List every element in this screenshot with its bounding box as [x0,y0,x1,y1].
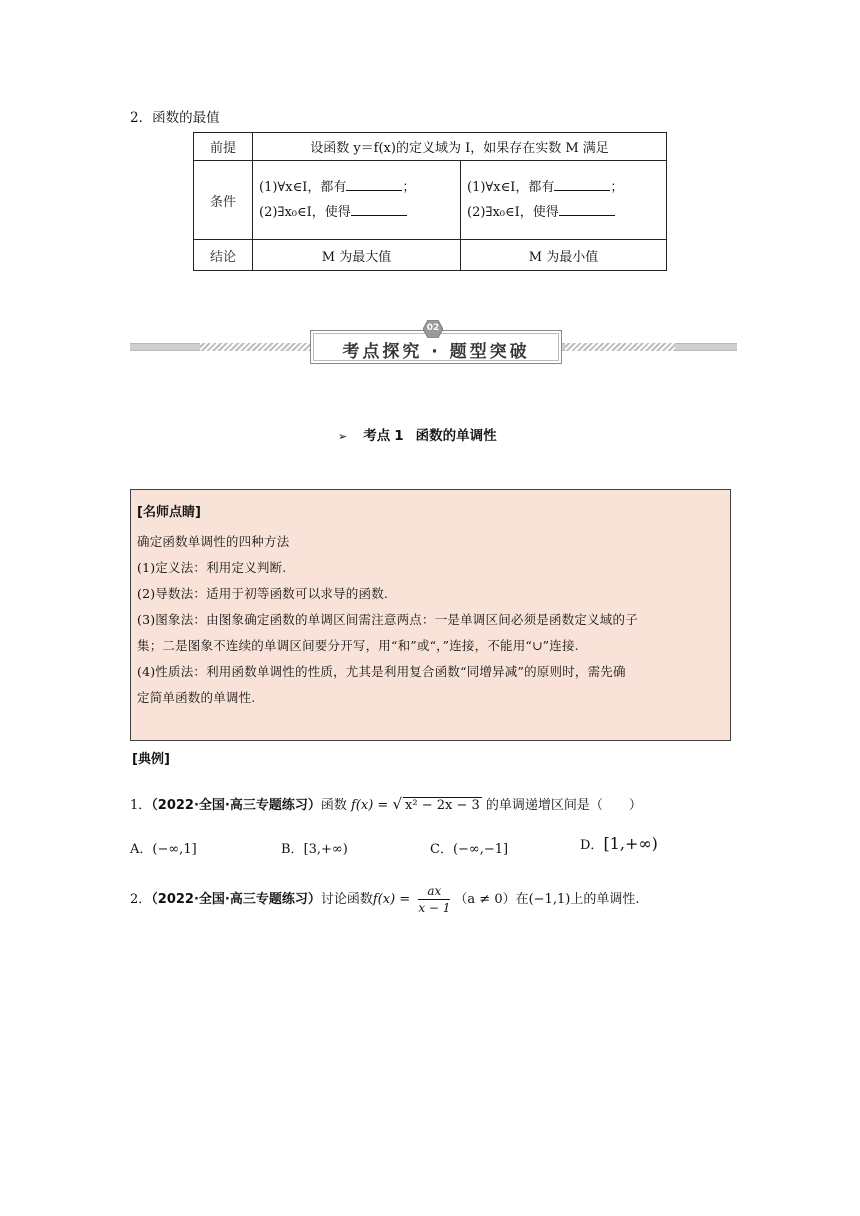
function-lhs: f(x) = [372,892,415,907]
condition-label: 条件 [194,161,253,240]
section-banner [130,323,737,366]
question-2: 2．（2022·全国·高三专题练习）讨论函数f(x) = $\frac{ax}{x - 1}$ （a ≠ 0）在(−1,1)上的单调性. [130,884,640,915]
banner-hatch-right [565,343,675,351]
arrow-icon: ➢ [338,430,348,443]
conclusion-label: 结论 [194,240,253,271]
tip-line: (2)导数法：适用于初等函数可以求导的函数. [137,586,389,601]
answer-blank [351,202,407,216]
kaodian-label: 考点 [363,428,391,444]
premise-text: 设函数 y＝f(x)的定义域为 I，如果存在实数 M 满足 [253,133,667,161]
section-title-max-min: 2．函数的最值 [130,110,220,126]
kaodian-heading [338,424,497,444]
max-min-table [193,132,667,271]
answer-blank [346,177,402,191]
answer-blank [559,202,615,216]
radicand: x² − 2x − 3 [405,798,480,813]
banner-title: 考点探究 · 题型突破 [342,342,530,362]
example-label: [典例] [132,752,170,767]
min-conclusion: M 为最小值 [461,240,667,271]
question-1: 1．（2022·全国·高三专题练习）函数 f(x) = √ x² − 2x − 3 的单调递增区间是（ ） [130,795,642,813]
premise-label: 前提 [194,133,253,161]
tip-line: 集；二是图象不连续的单调区间要分开写，用“和”或“，”连接，不能用“∪”连接. [137,638,579,653]
tip-line: 定简单函数的单调性. [137,690,256,705]
fraction [418,883,450,916]
tip-line: 确定函数单调性的四种方法 [137,534,290,549]
option-c[interactable]: C．(−∞,−1] [430,842,509,857]
tip-line: (3)图象法：由图象确定函数的单调区间需注意两点：一是单调区间必须是函数定义域的子 [137,612,638,627]
kaodian-number: 1 [394,428,404,444]
teacher-tip-box [130,489,731,741]
tip-title: [名师点睛] [137,505,201,520]
sqrt-icon: √ [392,795,403,813]
min-condition-1: (1)∀x∈I，都有 ； [467,177,660,198]
question-source: （2022·全国·高三专题练习） [151,798,321,813]
max-condition-1: (1)∀x∈I，都有 ； [259,177,454,198]
tip-line: (1)定义法：利用定义判断. [137,560,287,575]
max-condition-2: (2)∃x₀∈I，使得 [259,202,454,223]
tip-line: (4)性质法：利用函数单调性的性质，尤其是利用复合函数“同增异减”的原则时，需先确 [137,664,626,679]
numerator: ax [418,883,450,900]
kaodian-title: 函数的单调性 [415,428,497,444]
function-lhs: f(x) = [351,798,393,813]
question-source: （2022·全国·高三专题练习） [151,892,321,907]
banner-badge-number: 02 [426,323,440,333]
banner-hatch-left [200,343,310,351]
max-condition-cell [253,161,461,240]
option-a[interactable]: A．(−∞,1] [130,842,197,857]
min-condition-2: (2)∃x₀∈I，使得 [467,202,660,223]
interval: (−1,1) [528,892,571,907]
question-number: 1． [130,798,152,813]
option-b[interactable]: B．[3,+∞) [281,842,348,857]
question-number: 2． [130,892,152,907]
max-conclusion: M 为最大值 [253,240,461,271]
min-condition-cell [461,161,667,240]
option-d[interactable]: D．[1,+∞) [580,834,658,853]
hexagon-badge-icon [423,320,443,338]
denominator: x − 1 [418,901,451,915]
answer-blank [554,177,610,191]
